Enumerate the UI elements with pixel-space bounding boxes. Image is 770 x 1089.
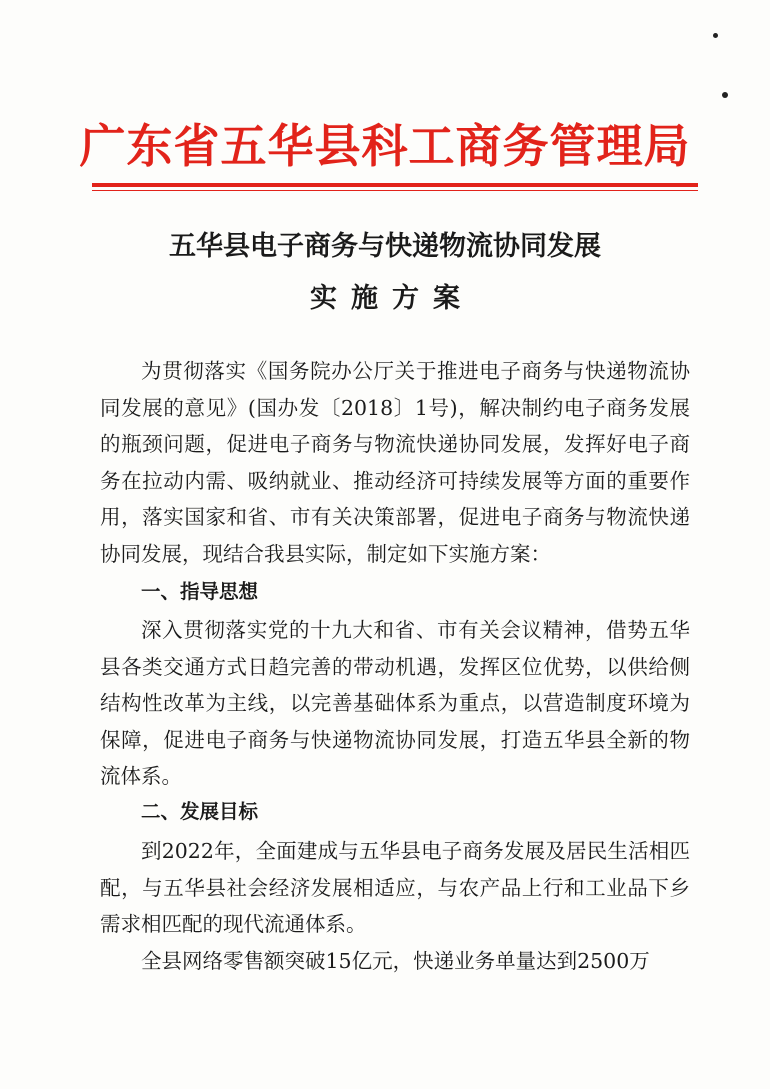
development-goals-paragraph: 到2022年，全面建成与五华县电子商务发展及居民生活相匹配，与五华县社会经济发展相适应，与农产品上行和工业品下乡需求相匹配的现代流通体系。 <box>100 839 690 936</box>
issuing-authority-header: 广东省五华县科工商务管理局 <box>79 119 691 173</box>
scan-dot-top <box>713 33 718 38</box>
section-heading-development-goals: 二、发展目标 <box>141 800 259 823</box>
scan-dot-right <box>722 92 728 98</box>
guiding-ideology-paragraph: 深入贯彻落实党的十九大和省、市有关会议精神，借势五华县各类交通方式日趋完善的带动机遇，发挥区位优势，以供给侧结构性改革为主线，以完善基础体系为重点，以营造制度环境为保障，促进电子商务与快递物流协同发展，打造五华县全新的物流体系。 <box>100 618 690 788</box>
section-heading-guiding-ideology: 一、指导思想 <box>141 580 259 603</box>
header-red-rule-thick <box>92 183 698 187</box>
document-title-line2: 实施方案 <box>310 283 474 314</box>
document-title-line1: 五华县电子商务与快递物流协同发展 <box>169 231 601 262</box>
header-red-rule-thin <box>92 190 698 191</box>
development-goals-paragraph-2: 全县网络零售额突破15亿元，快递业务单量达到2500万 <box>141 949 650 973</box>
intro-paragraph: 为贯彻落实《国务院办公厅关于推进电子商务与快递物流协同发展的意见》(国办发〔2018〕1号)，解决制约电子商务发展的瓶颈问题，促进电子商务与物流快递协同发展，发挥好电子商务在拉动内需、吸纳就业、推动经济可持续发展等方面的重要作用，落实国家和省、市有关决策部署，促进电子商务与物流快递协同发展，现结合我县实际，制定如下实施方案： <box>100 359 690 566</box>
